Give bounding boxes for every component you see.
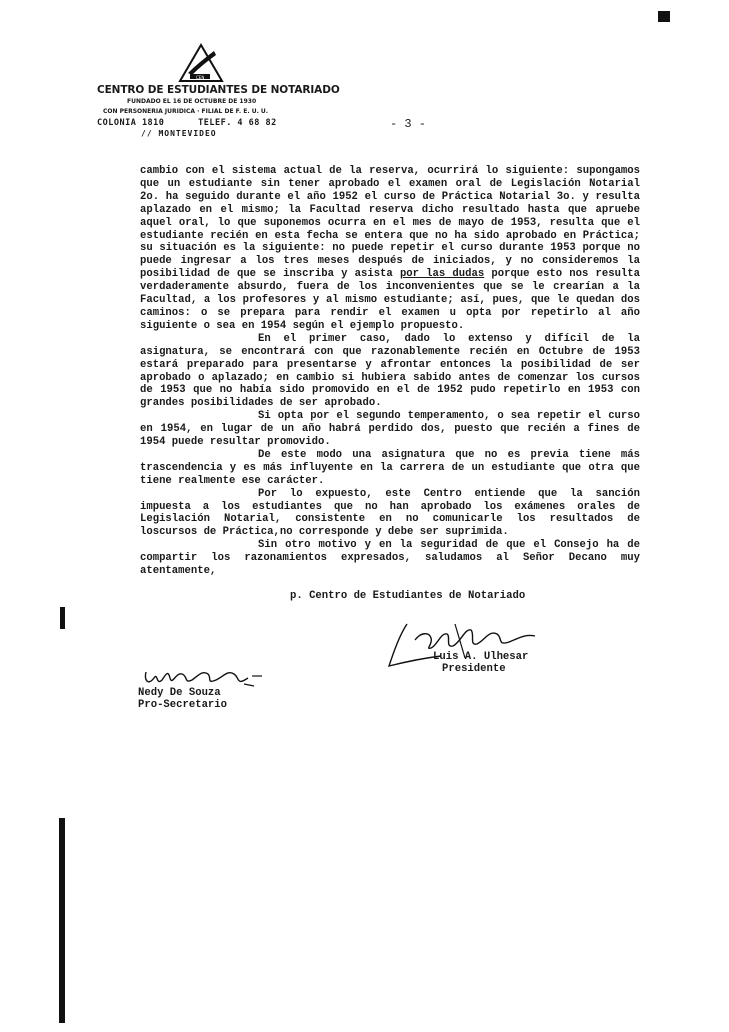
paragraph-text: Sin otro motivo y en la seguridad de que el Consejo ha de compartir los razonamientos expresados, saludamos al Señor Decano muy atentamente, xyxy=(140,539,640,578)
body-paragraph xyxy=(140,539,640,578)
body-paragraph xyxy=(140,165,640,333)
body-paragraph xyxy=(140,333,640,410)
org-name: CENTRO DE ESTUDIANTES DE NOTARIADO xyxy=(97,84,340,96)
secretary-title: Pro-Secretario xyxy=(138,699,228,711)
president-name: Luis A. Ulhesar xyxy=(433,651,529,663)
founded-date: FUNDADO EL 16 DE OCTUBRE DE 1930 xyxy=(127,98,257,105)
city-line: // MONTEVIDEO xyxy=(141,129,217,138)
paragraph-text: Por lo expuesto, este Centro entiende que la sanción impuesta a los estudiantes que no han aprobado los exámenes orales de Legislación Notarial, consistente en no comunicarle los resultados de loscursos de Práctica,no corresponde y debe ser suprimida. xyxy=(140,487,640,539)
paragraph-text: porque esto nos resulta verdaderamente absurdo, fuera de los inconvenientes que se le crearían a la Facultad, a los profesores y al mismo estudiante; así, pues, que le quedan dos caminos: o se prepara para rendir el examen u opta por repetirlo al año siguiente o sea en 1954 según el ejemplo propuesto. xyxy=(140,268,640,332)
scan-mark-left-long xyxy=(59,818,65,1023)
svg-text:CEN: CEN xyxy=(196,75,205,80)
paragraph-text: En el primer caso, dado lo extenso y difícil de la asignatura, se encontrará con que razonablemente recién en Octubre de 1953 estará preparado para presentarse y afrontar entonces la posibilidad de ser aprobado o aplazado; en cambio si hubiera sabido antes de comenzar los cursos de 1953 que no había sido promovido en el de 1952 pudo repetirlo en 1953 con grandes posibilidades de ser aprobado. xyxy=(140,332,640,410)
underlined-phrase: por las dudas xyxy=(399,268,485,281)
letterhead-logo xyxy=(178,43,224,83)
legal-status: CON PERSONERIA JURIDICA · FILIAL DE F. E. U. U. xyxy=(103,108,269,115)
body-paragraph xyxy=(140,449,640,488)
letter-body xyxy=(140,165,640,578)
scan-mark-top-right xyxy=(658,11,670,22)
body-paragraph xyxy=(140,488,640,540)
body-paragraph xyxy=(140,410,640,449)
paragraph-text: cambio con el sistema actual de la reserva, ocurrirá lo siguiente: supongamos que un estudiante sin tener aprobado el examen oral de Legislación Notarial 2o. ha seguido durante el año 1952 el curso de Práctica Notarial 3o. y resulta aplazado en el mismo; la Facultad reserva dicho resultado hasta que apruebe aquel oral, lo que suponemos ocurra en el mes de mayo de 1953, resulta que el estudiante recién en esta fecha se entera que no ha sido aprobado en Práctica; su situación es la siguiente: no puede repetir el curso durante 1953 porque no puede ingresar a los tres meses después de iniciados, y no consideremos la posibilidad de que se inscriba y asista xyxy=(140,165,640,281)
paragraph-text: De este modo una asignatura que no es previa tiene más trascendencia y es más influyente en la carrera de un estudiante que otra que tiene realmente ese carácter. xyxy=(140,448,640,487)
address-line: COLONIA 1810 TELEF. 4 68 82 xyxy=(97,118,277,128)
secretary-name: Nedy De Souza xyxy=(138,687,221,699)
closing-line: p. Centro de Estudiantes de Notariado xyxy=(290,590,526,602)
paragraph-text: Si opta por el segundo temperamento, o sea repetir el curso en 1954, en lugar de un año habrá perdido dos, puesto que recién a fines de 1954 puede resultar promovido. xyxy=(140,410,640,449)
page-number: - 3 - xyxy=(390,117,427,131)
president-title: Presidente xyxy=(442,663,506,675)
scan-mark-left-small xyxy=(60,607,65,629)
